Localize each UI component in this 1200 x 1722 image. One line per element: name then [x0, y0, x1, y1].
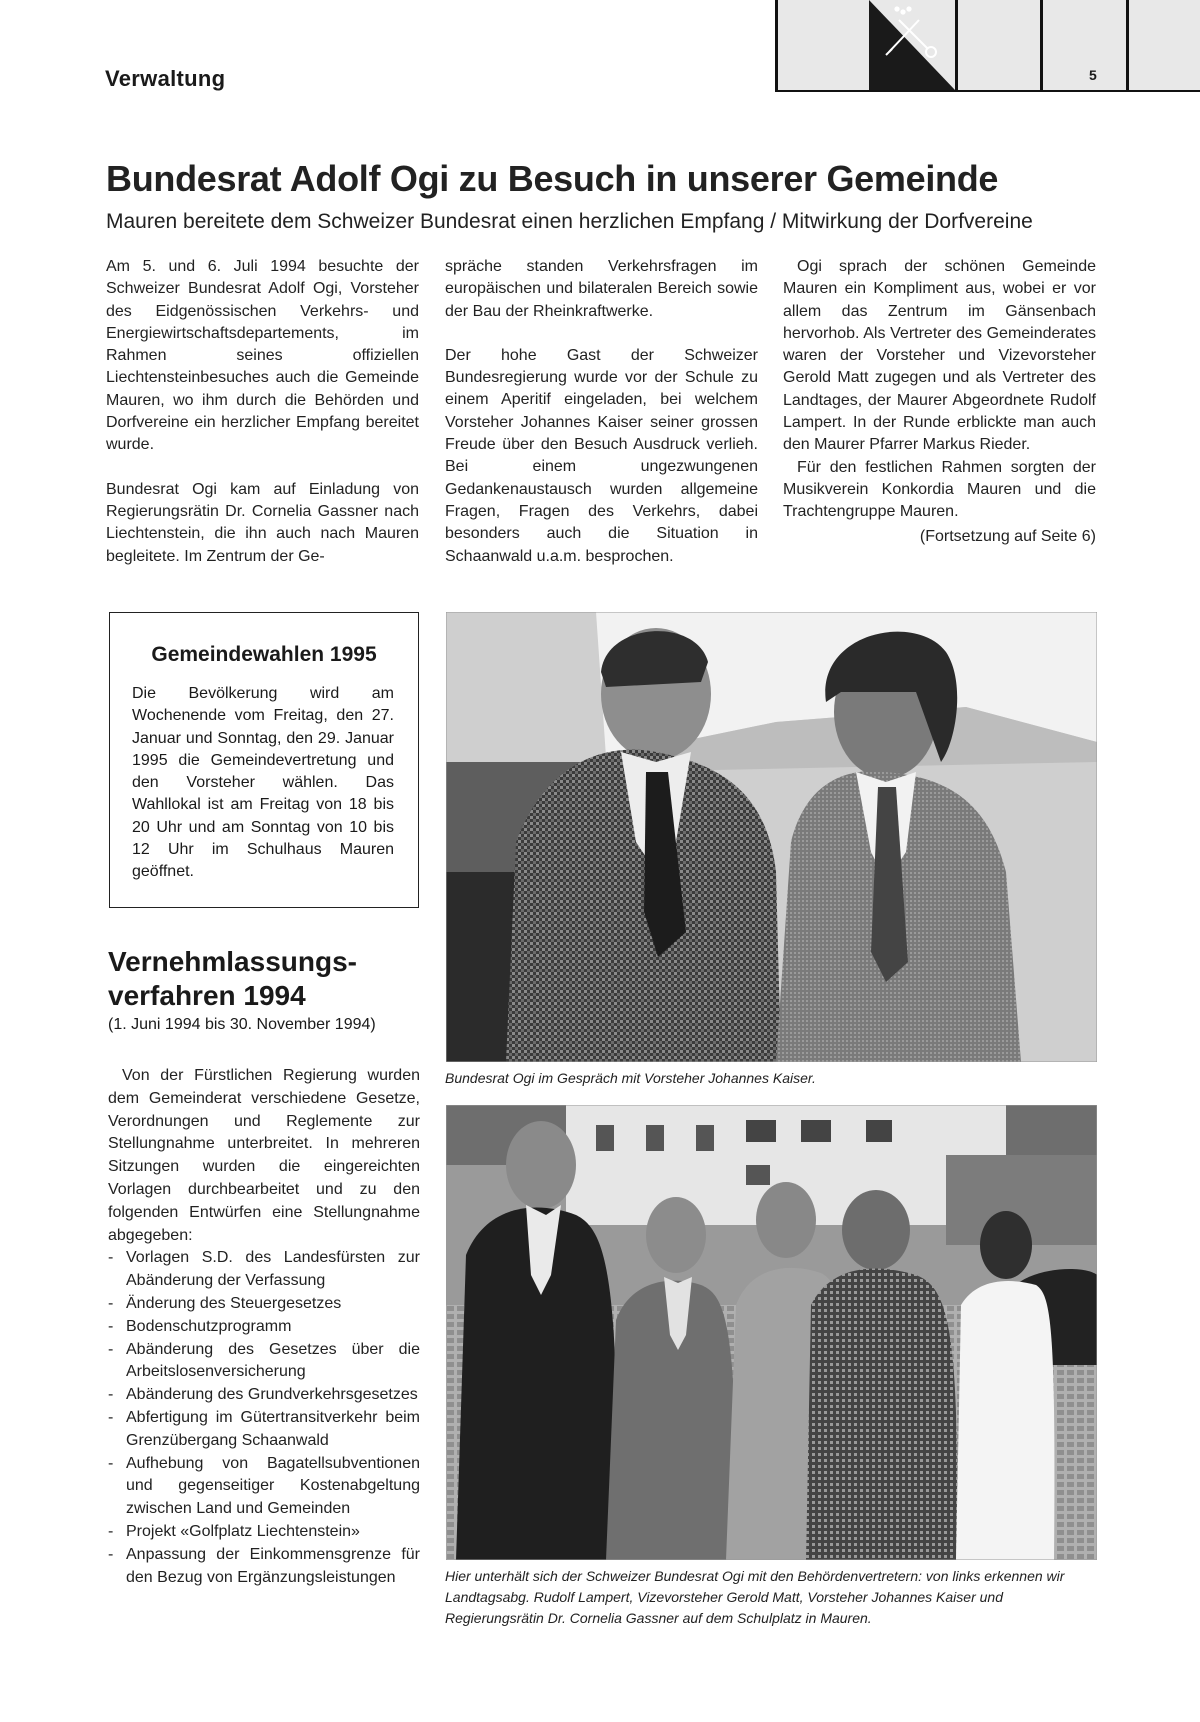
list-item: - Bodenschutzprogramm — [108, 1316, 420, 1339]
tab-divider — [1126, 0, 1129, 90]
tab-divider — [955, 0, 958, 90]
photo-officials-group — [446, 1105, 1097, 1560]
list-item: - Abänderung des Gesetzes über die Arbeitslosenversicherung — [108, 1339, 420, 1385]
list-item: - Aufhebung von Bagatellsubventionen und gegenseitiger Kostenabgeltung zwischen Land und Gemeinden — [108, 1453, 420, 1521]
photo-ogi-kaiser — [446, 612, 1097, 1062]
article-column-2 — [445, 256, 758, 568]
election-notice-box — [109, 612, 419, 908]
article-paragraph: Der hohe Gast der Schweizer Bundesregierung wurde vor der Schule zu einem Aperitif eingeladen, bei welchem Vorsteher Johannes Kaiser seiner grossen Freude über den Besuch Ausdruck verlieh. Bei einem ungezwungenen Gedankenaustausch wurden allgemeine Fragen, Fragen des Verkehrs, dabei besonders auch die Situation in Schaanwald u.a.m. besprochen. — [445, 346, 758, 565]
continuation-note: (Fortsetzung auf Seite 6) — [919, 527, 1096, 545]
list-item: - Abfertigung im Gütertransitverkehr beim Grenzübergang Schaanwald — [108, 1407, 420, 1453]
page-header — [0, 0, 1200, 100]
article-headline: Bundesrat Adolf Ogi zu Besuch in unserer Gemeinde — [106, 158, 999, 199]
tab-divider — [1040, 0, 1043, 90]
consultation-title — [108, 945, 428, 1013]
list-item: - Anpassung der Einkommensgrenze für den Bezug von Ergänzungsleistungen — [108, 1544, 420, 1590]
photo-illustration — [446, 1105, 1097, 1560]
consultation-intro: Von der Fürstlichen Regierung wurden dem Gemeinderat verschiedene Gesetze, Verordnungen und Reglemente zur Stellungnahme unterbreitet. In mehreren Sitzungen wurden die eingereichten Vorlagen durchbearbeitet und zu den folgenden Entwürfen eine Stellungnahme abgegeben: — [108, 1067, 420, 1244]
article-paragraph: Am 5. und 6. Juli 1994 besuchte der Schweizer Bundesrat Adolf Ogi, Vorsteher des Eidgenössischen Verkehrs- und Energiewirtschaftsdepartements, im Rahmen seines offiziellen Liechtensteinbesuches auch die Gemeinde Mauren, wo ihm durch die Behörden und Dorfvereine ein herzlicher Empfang bereitet wurde. — [106, 258, 419, 454]
photo2-caption: Hier unterhält sich der Schweizer Bundesrat Ogi mit den Behördenvertretern: von links erkennen wir Landtagsabg. Rudolf Lampert, Vizevorsteher Gerold Matt, Vorsteher Johannes Kaiser und Regierungsrätin Dr. Cornelia Gassner auf dem Schulplatz in Mauren. — [445, 1568, 1065, 1626]
photo1-caption: Bundesrat Ogi im Gespräch mit Vorsteher Johannes Kaiser. — [445, 1070, 816, 1086]
article-subtitle: Mauren bereitete dem Schweizer Bundesrat einen herzlichen Empfang / Mitwirkung der Dorfvereine — [106, 210, 1033, 233]
consultation-body — [108, 1065, 420, 1589]
header-tabs — [775, 0, 1200, 92]
consultation-title-line: Vernehmlassungs- — [108, 946, 357, 977]
list-item: - Projekt «Golfplatz Liechtenstein» — [108, 1521, 420, 1544]
photo-illustration — [446, 612, 1097, 1062]
list-item: - Änderung des Steuergesetzes — [108, 1293, 420, 1316]
draft-list — [108, 1247, 420, 1589]
page-number: 5 — [1089, 67, 1097, 83]
section-label: Verwaltung — [105, 66, 226, 91]
article-paragraph: Für den festlichen Rahmen sorgten der Musikverein Konkordia Mauren und die Trachtengruppe Mauren. — [783, 458, 1096, 521]
crossed-swords-emblem-icon — [869, 0, 955, 90]
consultation-period: (1. Juni 1994 bis 30. November 1994) — [108, 1016, 376, 1033]
article-paragraph: Bundesrat Ogi kam auf Einladung von Regierungsrätin Dr. Cornelia Gassner nach Liechtenstein, die ihn auch nach Mauren begleitete. Im Zentrum der Ge- — [106, 480, 419, 565]
article-column-1 — [106, 256, 419, 568]
notice-title: Gemeindewahlen 1995 — [151, 643, 377, 666]
article-paragraph: spräche standen Verkehrsfragen im europäischen und bilateralen Bereich sowie der Bau der Rheinkraftwerke. — [445, 258, 758, 320]
list-item: - Vorlagen S.D. des Landesfürsten zur Abänderung der Verfassung — [108, 1247, 420, 1293]
consultation-title-line: verfahren 1994 — [108, 980, 306, 1011]
notice-text: Die Bevölkerung wird am Wochenende vom Freitag, den 27. Januar und Sonntag, den 29. Januar 1995 die Gemeindevertretung und den Vorsteher wählen. Das Wahllokal ist am Freitag von 18 bis 20 Uhr und am Sonntag von 10 bis 12 Uhr im Schulhaus Mauren geöffnet. — [132, 685, 394, 881]
article-column-3 — [783, 256, 1096, 548]
article-paragraph: Ogi sprach der schönen Gemeinde Mauren ein Kompliment aus, wobei er vor allem das Zentrum im Gänsenbach hervorhob. Als Vertreter des Gemeinderates waren der Vorsteher und Vizevorsteher Gerold Matt zugegen und als Vertreter des Landtages, der Maurer Abgeordnete Rudolf Lampert. In der Runde erblickte man auch den Maurer Pfarrer Markus Rieder. — [783, 258, 1096, 454]
list-item: - Abänderung des Grundverkehrsgesetzes — [108, 1384, 420, 1407]
